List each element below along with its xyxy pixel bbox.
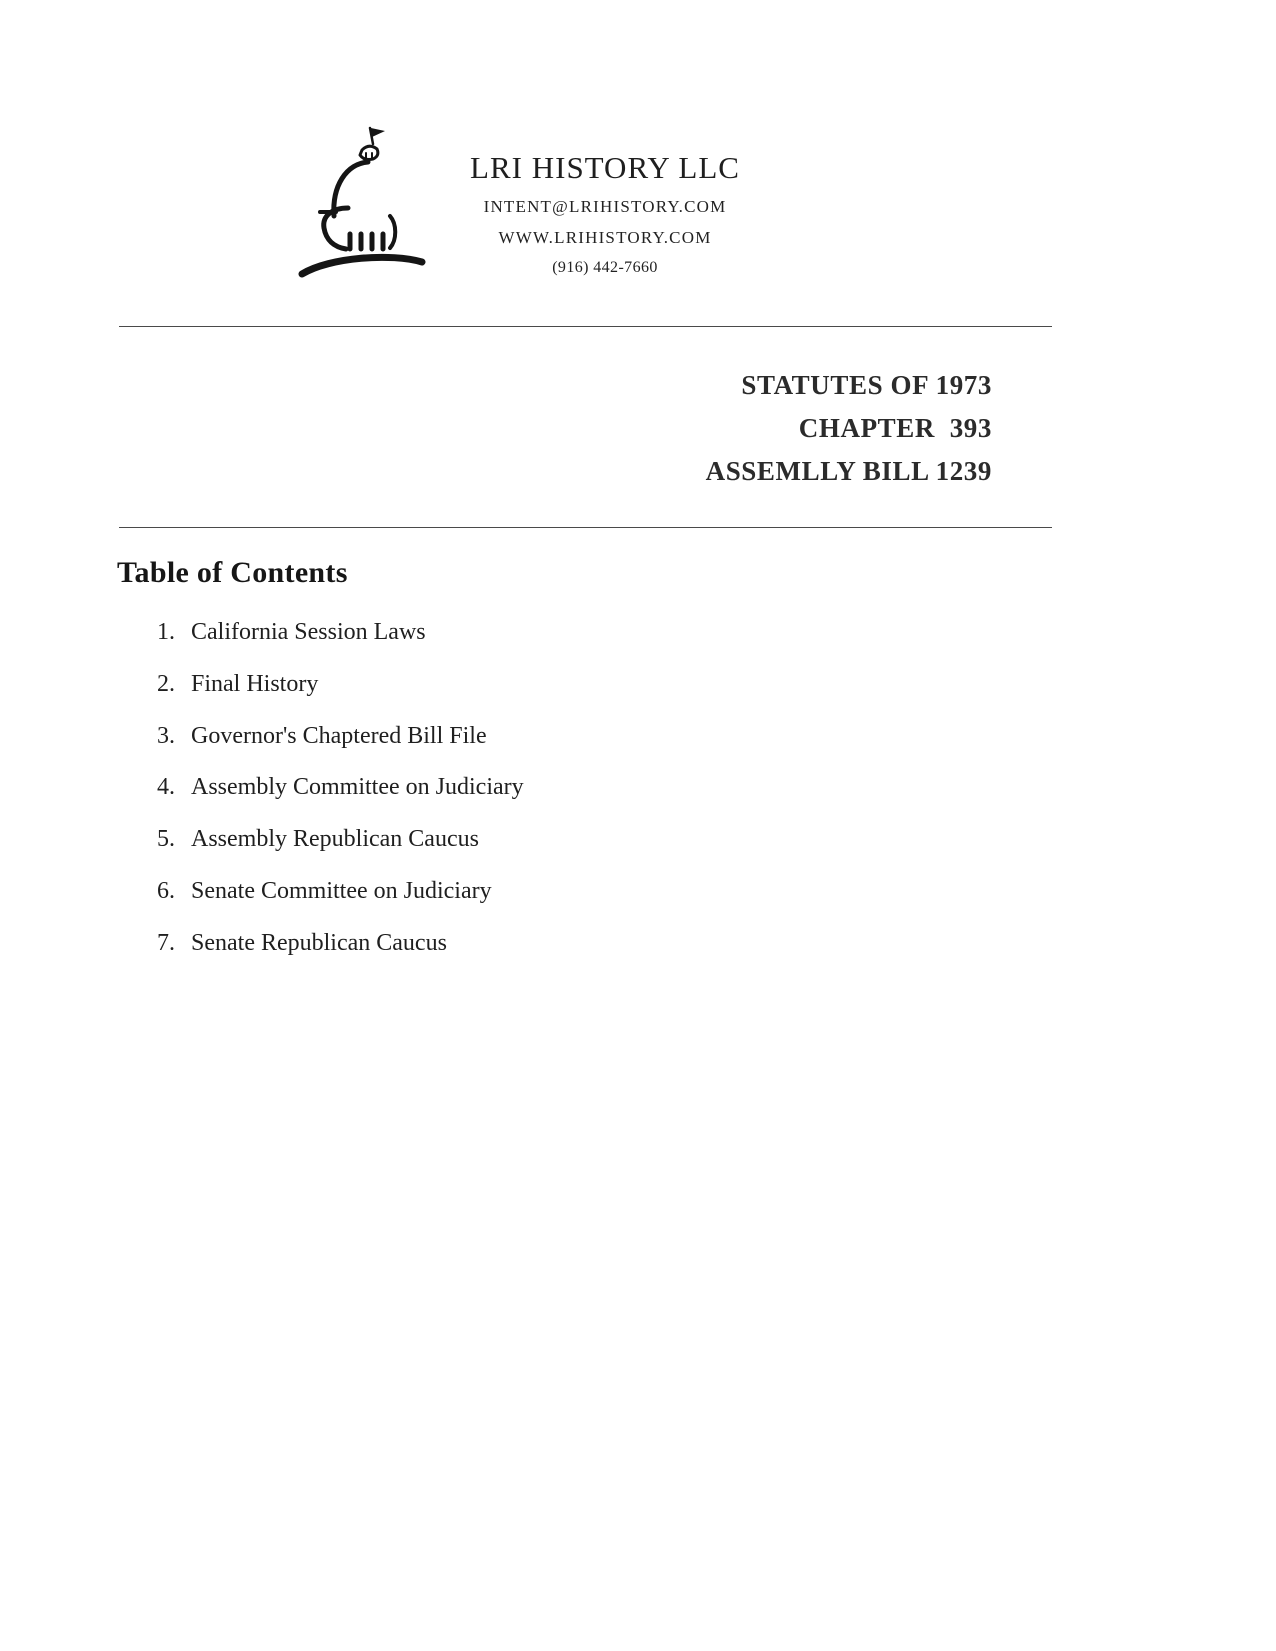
toc-item-senate-committee-on-judiciary: 6. Senate Committee on Judiciary — [181, 877, 524, 906]
toc-item-final-history: 2. Final History — [181, 670, 524, 699]
company-phone: (916) 442-7660 — [552, 259, 658, 276]
toc-item-senate-republican-caucus: 7. Senate Republican Caucus — [181, 929, 524, 958]
company-name: LRI HISTORY LLC — [470, 150, 740, 185]
toc-heading: Table of Contents — [117, 556, 348, 589]
title-line-bill: ASSEMLLY BILL 1239 — [705, 456, 992, 486]
capitol-dome-logo-icon — [292, 116, 444, 286]
toc-item-california-session-laws: 1. California Session Laws — [181, 618, 524, 647]
title-block — [706, 364, 992, 493]
toc-item-assembly-republican-caucus: 5. Assembly Republican Caucus — [181, 825, 524, 854]
company-email: INTENT@LRIHISTORY.COM — [483, 197, 727, 216]
title-line-statutes: STATUTES OF 1973 — [741, 370, 992, 400]
title-line-chapter: CHAPTER 393 — [798, 413, 992, 443]
divider-bottom — [119, 527, 1052, 528]
toc-list — [117, 618, 524, 981]
letterhead — [430, 150, 780, 277]
toc-item-assembly-committee-on-judiciary: 4. Assembly Committee on Judiciary — [181, 773, 524, 802]
toc-item-governors-chaptered-bill-file: 3. Governor's Chaptered Bill File — [181, 722, 524, 751]
company-website: WWW.LRIHISTORY.COM — [498, 228, 712, 247]
divider-top — [119, 326, 1052, 327]
